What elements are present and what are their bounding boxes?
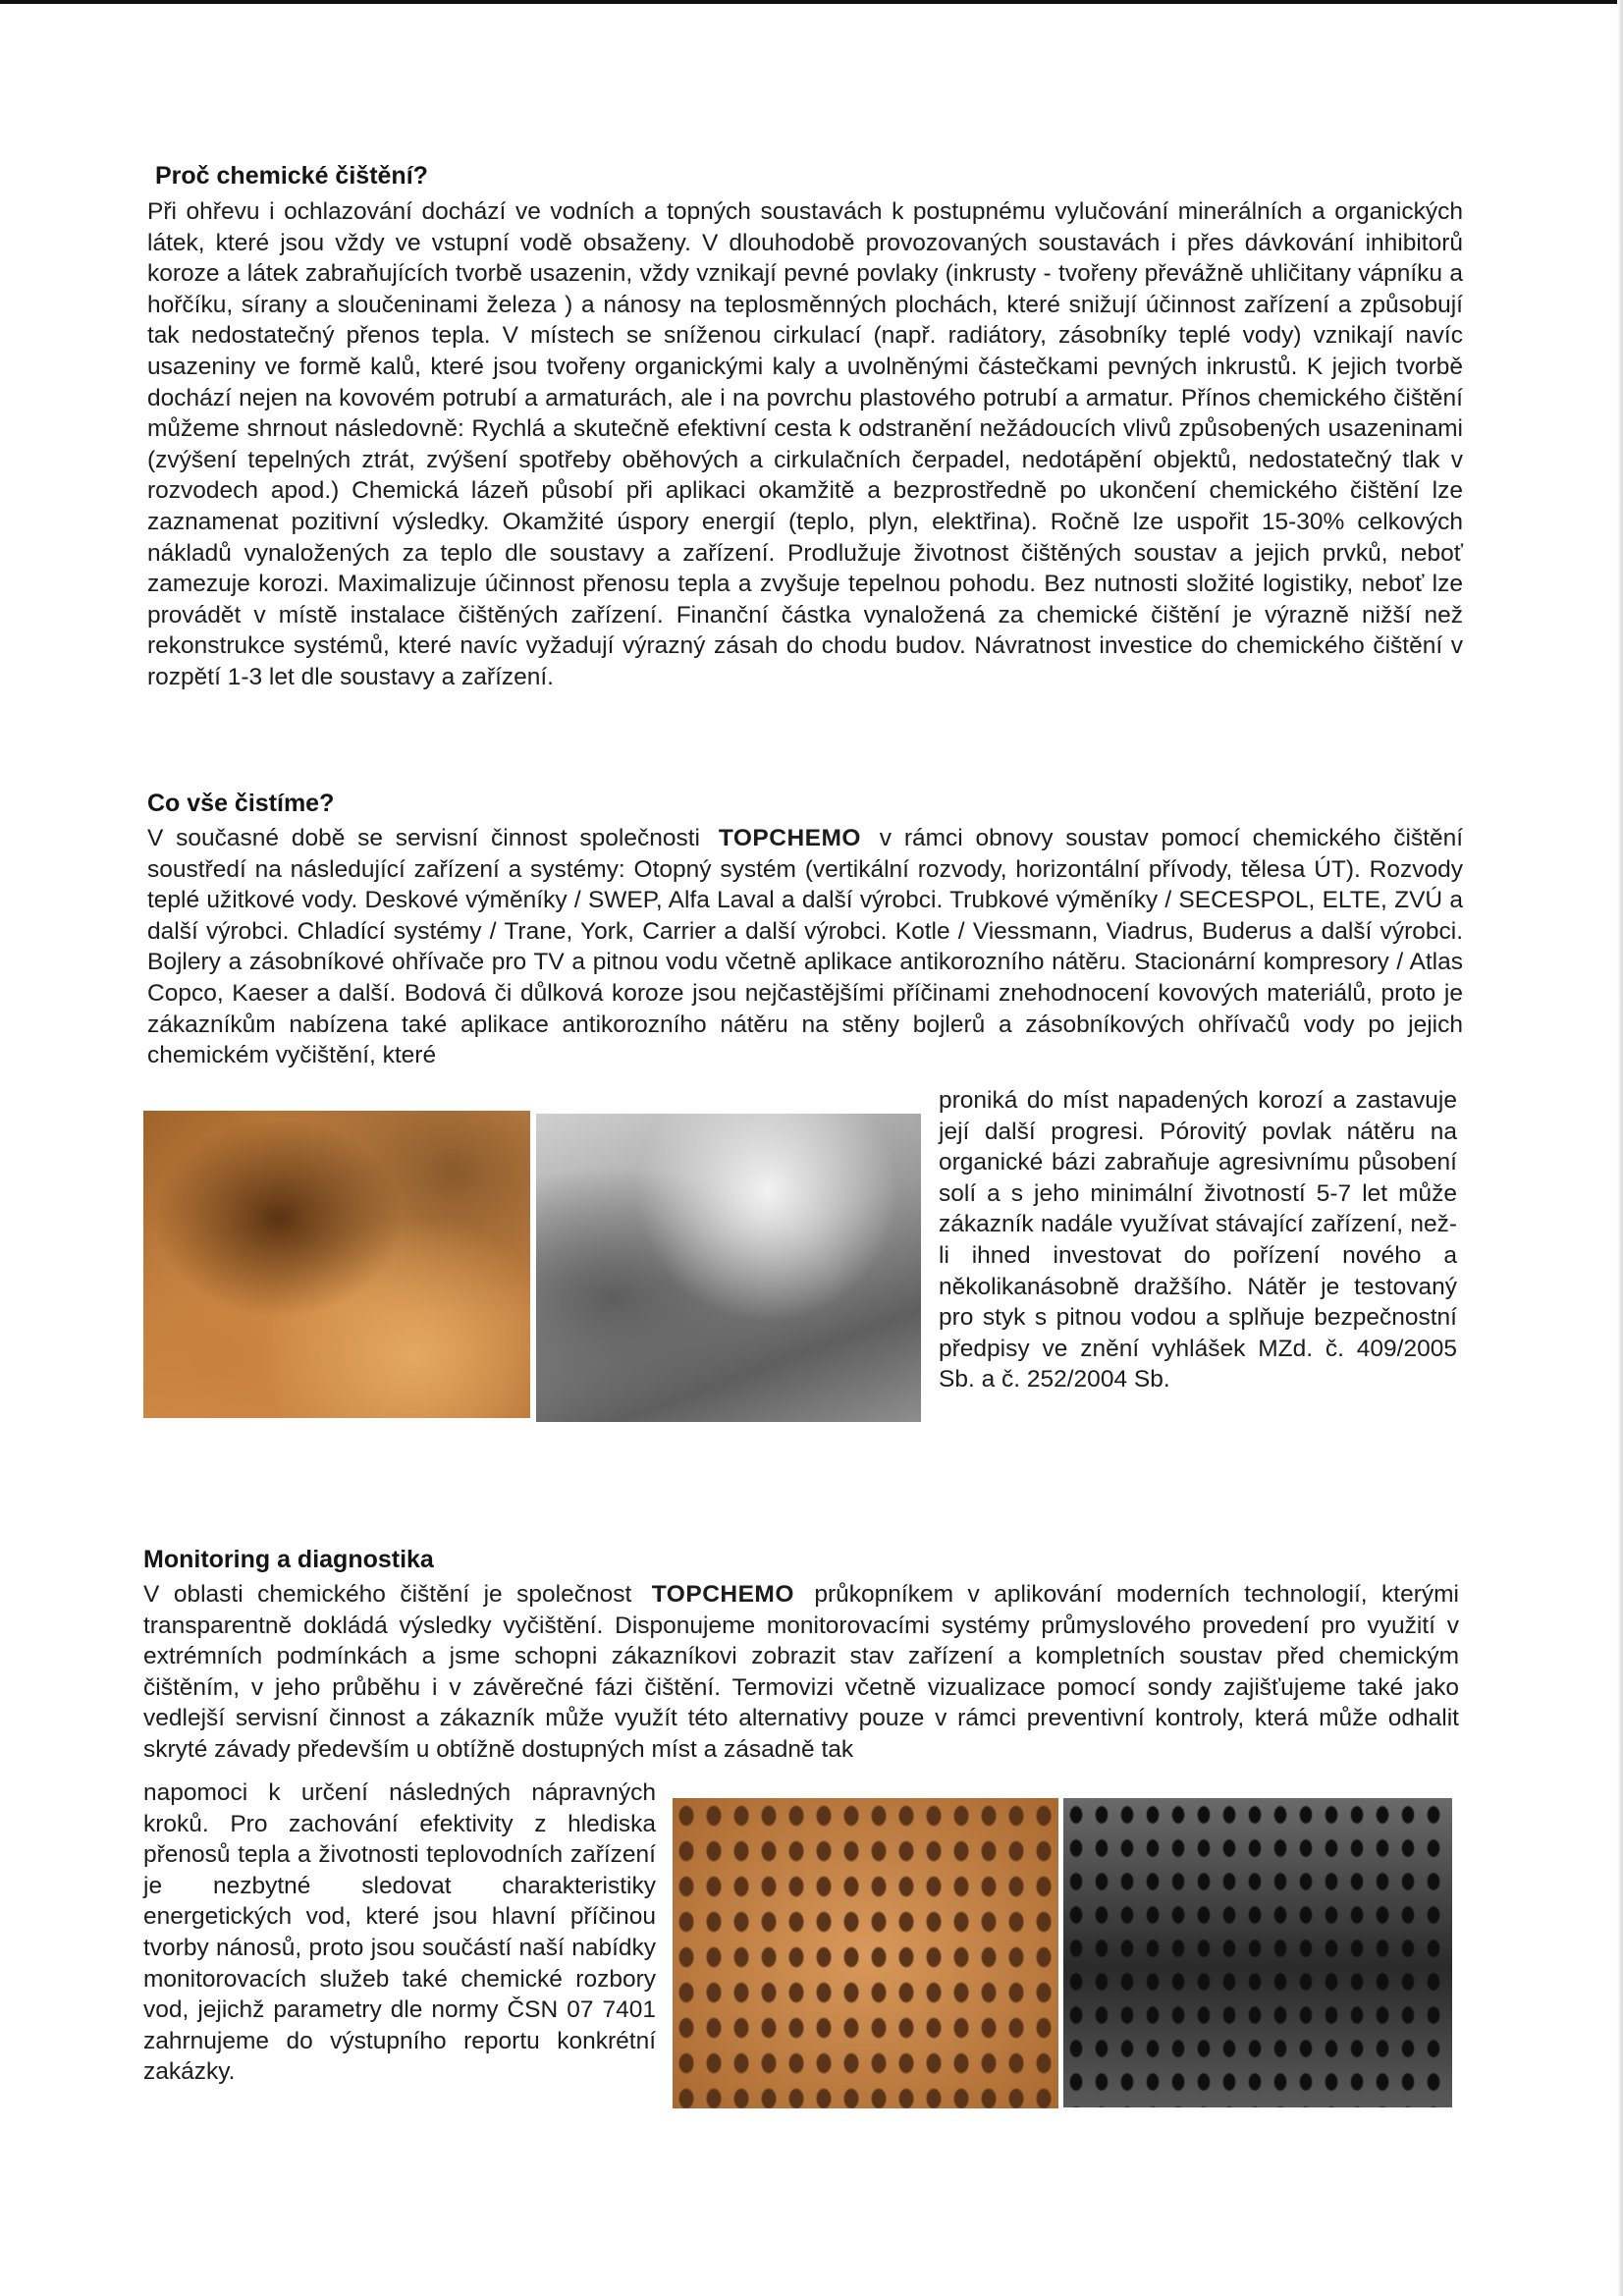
heading-what-we-clean: Co vše čistíme? [147, 790, 335, 817]
photo-corroded-boiler-wall [143, 1111, 530, 1418]
paragraph-water-analysis: napomoci k určení následných nápravných kroků. Pro zachování efektivity z hlediska přenosů tepla a životnosti teplovodních zařízení je nezbytné sledovat charakteristiky energetických vod, které jsou hlavní příčinou tvorby nánosů, proto jsou součástí naší nabídky monitorovacích služeb také chemické rozbory vod, jejichž parametry dle normy ČSN 07 7401 zahrnujeme do výstupního reportu konkrétní zakázky. [143, 1779, 656, 2086]
paragraph-why-chemical-cleaning: Při ohřevu i ochlazování dochází ve vodních a topných soustavách k postupnému vylučování minerálních a organických látek, které jsou vždy ve vstupní vodě obsaženy. V dlouhodobě provozovaných soustavách i přes dávkování inhibitorů koroze a látek zabraňujících tvorbě usazenin, vždy vznikají pevné povlaky (inkrusty - tvořeny převážně uhličitany vápníku a hořčíku, sírany a sloučeninami železa ) a nánosy na teplosměnných plochách, které snižují účinnost zařízení a způsobují tak nedostatečný přenos tepla. V místech se sníženou cirkulací (např. radiátory, zásobníky teplé vody) vznikají navíc usazeniny ve formě kalů, které jsou tvořeny organickými kaly a uvolněnými částečkami pevných inkrustů. K jejich tvorbě dochází nejen na kovovém potrubí a armaturách, ale i na povrchu plastového potrubí a armatur. Přínos chemického čištění můžeme shrnout následovně: Rychlá a skutečně efektivní cesta k odstranění nežádoucích vlivů způsobených usazeninami (zvýšení tepelných ztrát, zvýšení spotřeby oběhových a cirkulačních čerpadel, nedotápění objektů, nedostatečný tlak v rozvodech apod.) Chemická lázeň působí při aplikaci okamžitě a bezprostředně po ukončení chemického čištění lze zaznamenat pozitivní výsledky. Okamžité úspory energií (teplo, plyn, elektřina). Ročně lze uspořit 15-30% celkových nákladů vynaložených za teplo dle soustavy a zařízení. Prodlužuje životnost čištěných soustav a jejich prvků, neboť zamezuje korozi. Maximalizuje účinnost přenosu tepla a zvyšuje tepelnou pohodu. Bez nutnosti složité logistiky, neboť lze provádět v místě instalace čištěných zařízení. Finanční částka vynaložená za chemické čištění je výrazně nižší než rekonstrukce systémů, které navíc vyžadují výrazný zásah do chodu budov. Návratnost investice do chemického čištění v rozpětí 1-3 let dle soustavy a zařízení. [147, 198, 1463, 690]
paragraph-what-we-clean [147, 823, 1463, 1071]
text-after-brand: v rámci obnovy soustav pomocí chemického čištění soustředí na následující zařízení a systémy: Otopný systém (vertikální rozvody, horizontální přívody, tělesa ÚT). Rozvody teplé užitkové vody. Deskové výměníky / SWEP, Alfa Laval a další výrobci. Trubkové výměníky / SECESPOL, ELTE, ZVÚ a další výrobci. Chladící systémy / Trane, York, Carrier a další výrobci. Kotle / Viessmann, Viadrus, Buderus a další výrobci. Bojlery a zásobníkové ohřívače pro TV a pitnou vodu včetně aplikace antikorozního nátěru. Stacionární kompresory / Atlas Copco, Kaeser a další. Bodová či důlková koroze jsou nejčastějšími příčinami znehodnocení kovových materiálů, proto je zákazníkům nabízena také aplikace antikorozního nátěru na stěny bojlerů a zásobníkových ohřívačů vody po jejich chemickém vyčištění, které [147, 825, 1464, 1069]
photo-coated-boiler-wall [536, 1114, 921, 1422]
text-before-brand: V současné době se servisní činnost společnosti [147, 825, 701, 851]
paragraph-monitoring-diagnostics [143, 1579, 1459, 1766]
text-after-brand: průkopníkem v aplikování moderních technologií, kterými transparentně dokládá výsledky vyčištění. Disponujeme monitorovacími systémy průmyslového provedení pro využití v extrémních podmínkách a jsme schopni zákazníkovi zobrazit stav zařízení a kompletních soustav před chemickým čištěním, v jeho průběhu i v závěrečné fázi čištění. Termovizi včetně vizualizace pomocí sondy zajišťujeme také jako vedlejší servisní činnost a zákazník může využít této alternativy pouze v rámci preventivní kontroly, která může odhalit skryté závady především u obtížně dostupných míst a zásadně tak [143, 1581, 1459, 1763]
paragraph-coating-description: proniká do míst napadených korozí a zastavuje její další progresi. Pórovitý povlak nátěru na organické bázi zabraňuje agresivnímu působení solí a s jeho minimální životností 5-7 let může zákazník nadále využívat stávající zařízení, než-li ihned investovat do pořízení nového a několikanásobně dražšího. Nátěr je testovaný pro styk s pitnou vodou a splňuje bezpečnostní předpisy ve znění vyhlášek MZd. č. 409/2005 Sb. a č. 252/2004 Sb. [939, 1087, 1457, 1394]
heading-monitoring-diagnostics: Monitoring a diagnostika [143, 1546, 434, 1573]
text-before-brand: V oblasti chemického čištění je společnost [143, 1581, 632, 1608]
photo-fouled-heat-exchanger [673, 1798, 1058, 2108]
brand-name-topchemo: TOPCHEMO [718, 825, 861, 851]
top-scan-edge [0, 0, 1623, 4]
right-scan-edge [1617, 0, 1623, 2296]
heading-why-chemical-cleaning: Proč chemické čištění? [155, 162, 428, 190]
photo-clean-heat-exchanger [1063, 1798, 1452, 2107]
brand-name-topchemo: TOPCHEMO [651, 1581, 794, 1608]
